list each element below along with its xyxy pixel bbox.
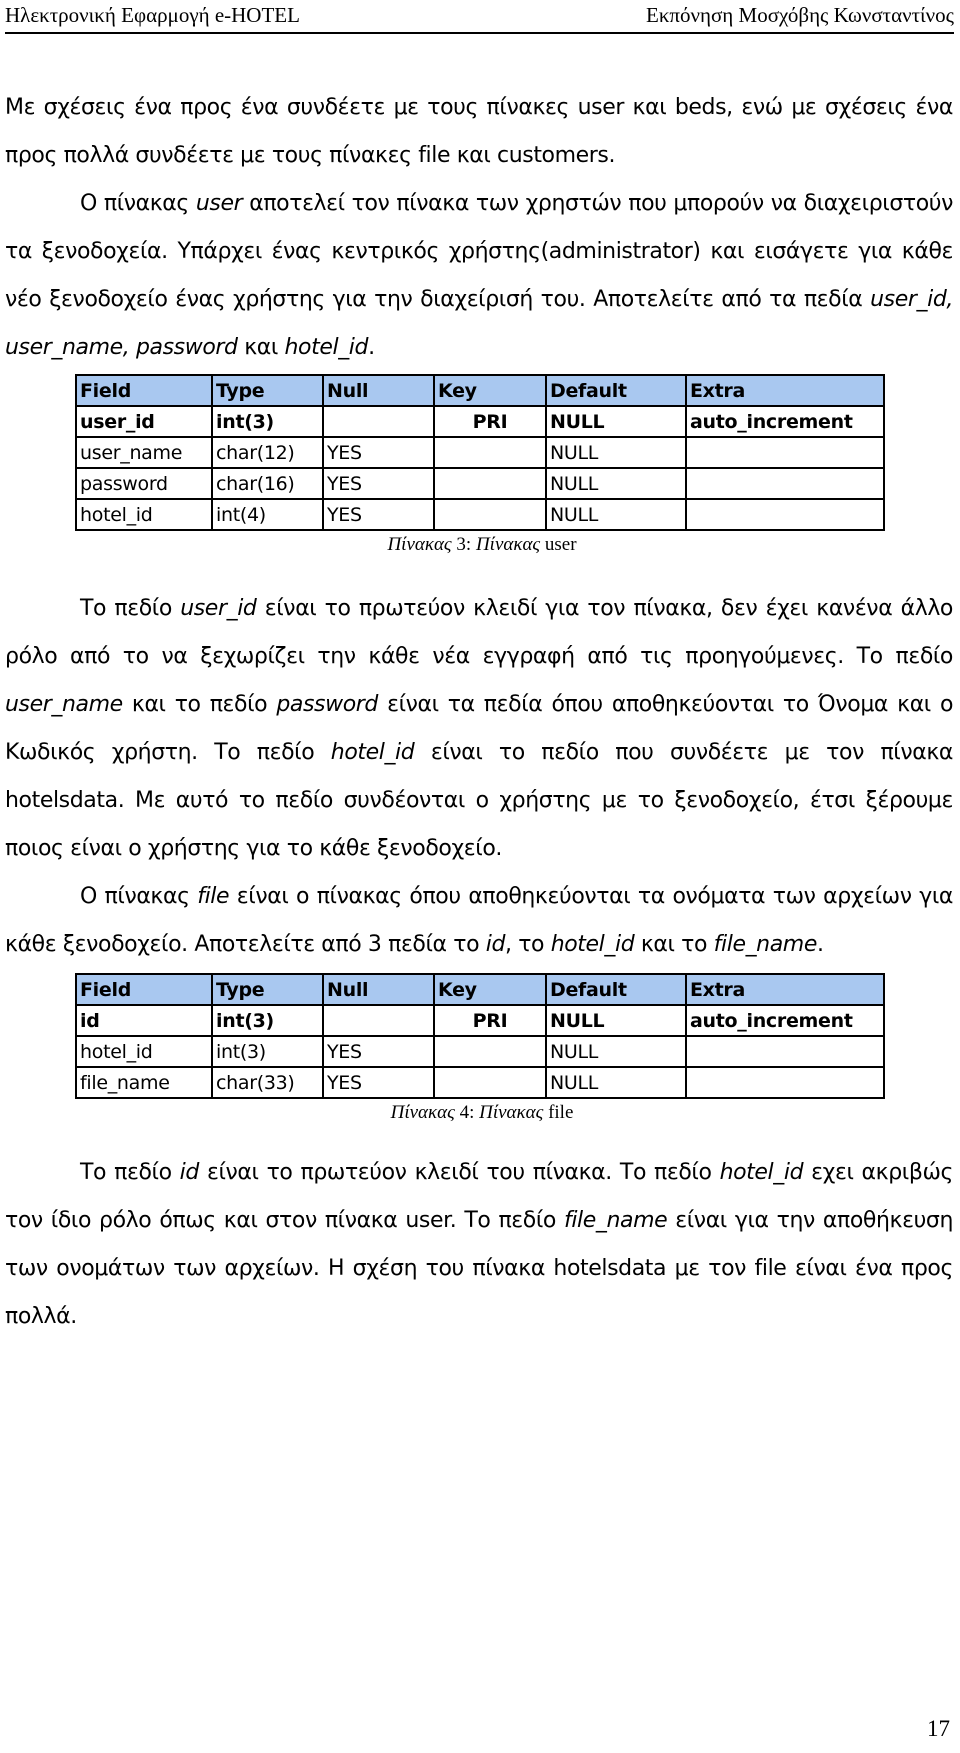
caption-text: 4: [454,1102,480,1123]
table-caption [75,1099,889,1127]
table-user [75,374,885,531]
text-span: Το πεδίο [80,596,181,621]
table-cell [686,468,884,499]
table-row [76,1067,884,1098]
table-cell: NULL [546,437,686,468]
caption-italic: Πίνακας [387,534,452,555]
column-header: Field [76,375,212,406]
paragraph-file-fields [5,1149,953,1341]
page-number: 17 [927,1716,950,1741]
table-cell [434,468,546,499]
table-file [75,973,885,1099]
table-row [76,499,884,530]
table-cell: PRI [434,1005,546,1036]
table-cell: YES [323,437,434,468]
column-header: Type [212,375,323,406]
caption-text: file [543,1102,574,1123]
column-header: Extra [686,974,884,1005]
column-header: Field [76,974,212,1005]
text-span: και το [634,932,714,957]
caption-text: 3: [451,534,476,555]
table-cell: int(3) [212,1005,323,1036]
text-span: αποτελεί τον πίνακα των χρηστών που μπορούν να διαχειριστούν τα ξενοδοχεία. Υπάρχει ένας κεντρικός χρήστης(administrator) και εισάγετε για κάθε νέο ξενοδοχείο ένας χρήστης για την διαχείρισή του. Αποτελείτε από τα πεδία [5,191,953,312]
table-row [76,1005,884,1036]
table-user-wrapper [75,374,953,559]
italic-term: id [179,1160,199,1185]
paragraph-user-table [5,180,953,372]
table-cell: int(4) [212,499,323,530]
table-cell [434,437,546,468]
paragraph-file-table [5,873,953,969]
text-span: είναι το πρωτεύον κλειδί για τον πίνακα, δεν έχει κανένα άλλο ρόλο από το να ξεχωρίζει την κάθε νέα εγγραφή από τις προηγούμενες. Το πεδίο [5,596,953,669]
text-span: είναι το πρωτεύον κλειδί του πίνακα. Το πεδίο [198,1160,720,1185]
text-span: Ο πίνακας [80,884,198,909]
table-row [76,437,884,468]
paragraph-relations: Με σχέσεις ένα προς ένα συνδέετε με τους πίνακες user και beds, ενώ με σχέσεις ένα προς πολλά συνδέετε με τους πίνακες file και customers. [5,95,953,168]
table-cell: NULL [546,499,686,530]
table-cell: NULL [546,468,686,499]
caption-text: user [540,534,577,555]
caption-italic: Πίνακας [390,1102,455,1123]
page-content [5,84,953,1341]
column-header: Null [323,974,434,1005]
table-cell: user_name [76,437,212,468]
table-cell: YES [323,1067,434,1098]
table-cell: NULL [546,1036,686,1067]
italic-term: password [276,692,378,717]
table-cell: file_name [76,1067,212,1098]
column-header: Key [434,974,546,1005]
text-span: . [816,932,824,957]
italic-term: file_name [713,932,817,957]
column-header: Default [546,974,686,1005]
caption-italic: Πίνακας [479,1102,544,1123]
table-cell: int(3) [212,1036,323,1067]
italic-term: hotel_id [719,1160,804,1185]
table-cell [686,1036,884,1067]
text-span: εχει ακριβώς τον ίδιο ρόλο όπως και στον πίνακα user. Το πεδίο [5,1160,953,1233]
table-row [76,1036,884,1067]
text-span: Ο πίνακας [80,191,196,216]
table-cell [434,499,546,530]
italic-term: hotel_id [550,932,635,957]
table-cell: char(33) [212,1067,323,1098]
column-header: Type [212,974,323,1005]
table-cell: YES [323,1036,434,1067]
text-span: είναι ο πίνακας όπου αποθηκεύονται τα ονόματα των αρχείων για κάθε ξενοδοχείο. Αποτελείτε από 3 πεδία το [5,884,953,957]
table-cell: hotel_id [76,499,212,530]
table-cell: user_id [76,406,212,437]
paragraph-user-fields [5,585,953,873]
header-rule [5,32,954,34]
header-right-author: Εκπόνηση Μοσχόβης Κωνσταντίνος [646,3,954,27]
text-span: . [368,335,375,360]
table-cell: int(3) [212,406,323,437]
text-span: Το πεδίο [80,1160,180,1185]
table-cell [434,1036,546,1067]
table-cell: NULL [546,406,686,437]
table-file-wrapper [75,973,953,1127]
table-cell: YES [323,499,434,530]
table-cell [686,1067,884,1098]
page-header [5,2,954,28]
table-cell [686,437,884,468]
text-span: είναι τα πεδία όπου αποθηκεύονται το Όνομα και ο Κωδικός χρήστη. Το πεδίο [5,692,953,765]
italic-term: user_id, user_name, password [5,287,953,360]
table-cell: auto_increment [686,406,884,437]
table-cell: id [76,1005,212,1036]
table-header-row [76,375,884,406]
italic-term: user [195,191,243,216]
table-row [76,468,884,499]
table-header-row [76,974,884,1005]
table-cell: PRI [434,406,546,437]
caption-italic: Πίνακας [475,534,541,555]
italic-term: user_id [180,596,257,621]
table-cell [323,1005,434,1036]
italic-term: file [197,884,230,909]
table-cell: YES [323,468,434,499]
column-header: Default [546,375,686,406]
italic-term: id [485,932,506,957]
column-header: Extra [686,375,884,406]
italic-term: file_name [563,1208,668,1233]
table-cell [686,499,884,530]
table-cell: auto_increment [686,1005,884,1036]
italic-term: hotel_id [330,740,415,765]
table-cell: char(16) [212,468,323,499]
column-header: Null [323,375,434,406]
table-cell [434,1067,546,1098]
header-left-title: Ηλεκτρονική Εφαρμογή e-HOTEL [5,3,300,27]
table-caption [75,531,889,559]
table-cell: NULL [546,1005,686,1036]
text-span: είναι για την αποθήκευση των ονομάτων των αρχείων. Η σχέση του πίνακα hotelsdata με τον file είναι ένα προς πολλά. [5,1208,953,1329]
table-cell: hotel_id [76,1036,212,1067]
text-span: και [237,335,285,360]
italic-term: hotel_id [284,335,369,360]
table-cell: password [76,468,212,499]
text-span: είναι το πεδίο που συνδέετε με τον πίνακα hotelsdata. Με αυτό το πεδίο συνδέονται ο χρήστης με το ξενοδοχείο, έτσι ξέρουμε ποιος είναι ο χρήστης για το κάθε ξενοδοχείο. [5,740,953,861]
text-span: και το πεδίο [122,692,277,717]
table-row [76,406,884,437]
table-cell: NULL [546,1067,686,1098]
column-header: Key [434,375,546,406]
italic-term: user_name [5,692,123,717]
text-span: , το [505,932,551,957]
table-cell: char(12) [212,437,323,468]
table-cell [323,406,434,437]
